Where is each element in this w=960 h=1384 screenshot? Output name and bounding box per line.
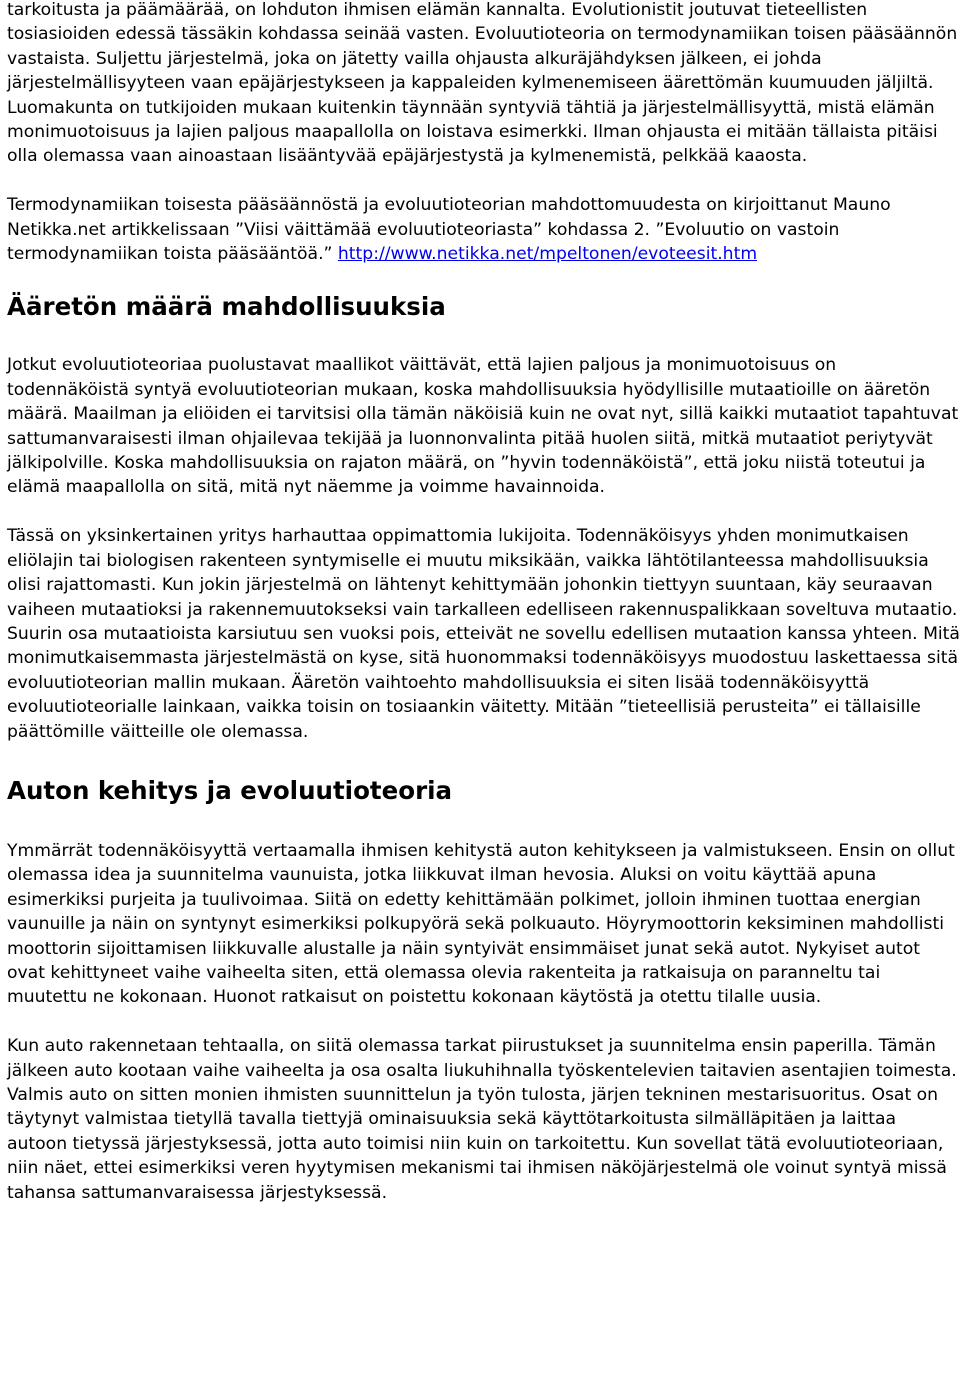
paragraph: Kun auto rakennetaan tehtaalla, on siitä olemassa tarkat piirustukset ja suunnitelma ensin paperilla. Tämän jälkeen auto kootaan vaihe vaiheelta ja osa osalta liukuhihnalla työskentelevien taitavien asentajien toimesta. Valmis auto on sitten monien ihmisten suunnittelun ja työn tulosta, järjen tekninen mestarisuoritus. Osat on täytynyt valmistaa tietyllä tavalla tiettyjä ominaisuuksia sekä käyttötarkoitusta silmälläpitäen ja laittaa autoon tietyssä järjestyksessä, jotta auto toimisi niin kuin on tarkoitettu. Kun sovellat tätä evoluutioteoriaan, niin näet, ettei esimerkiksi veren hyytymisen mekanismi tai ihmisen näköjärjestelmä ole voinut syntyä missä tahansa sattumanvaraisessa järjestyksessä. [7, 1036, 957, 1203]
reference-link[interactable]: http://www.netikka.net/mpeltonen/evoteesit.htm [337, 244, 758, 265]
paragraph: Tässä on yksinkertainen yritys harhauttaa oppimattomia lukijoita. Todennäköisyys yhden monimutkaisen eliölajin tai biologisen rakenteen syntymiselle ei muutu miksikään, vaikka lähtötilanteessa mahdollisuuksia olisi rajattomasti. Kun jokin järjestelmä on lähtenyt kehittymään johonkin tiettyyn suuntaan, käy seuraavan vaiheen mutaatioksi ja rakennemuutokseksi vain tarkalleen edelliseen rakennuspalikkaan soveltuva mutaatio. Suurin osa mutaatioista karsiutuu sen vuoksi pois, etteivät ne sovellu edellisen mutaation kanssa yhteen. Mitä monimutkaisemmasta järjestelmästä on kyse, sitä huonommaksi todennäköisyys muodostuu laskettaessa sitä evoluutioteorian mallin mukaan. Ääretön vaihtoehto mahdollisuuksia ei siten lisää todennäköisyyttä evoluutioteorialle lainkaan, vaikka toisin on tosiaankin väitetty. Mitään ”tieteellisiä perusteita” ei tällaisille päättömille väitteille ole olemassa. [7, 526, 960, 742]
paragraph: Jotkut evoluutioteoriaa puolustavat maallikot väittävät, että lajien paljous ja monimuotoisuus on todennäköistä syntyä evoluutioteorian mukaan, koska mahdollisuuksia hyödyllisille mutaatioille on ääretön määrä. Maailman ja eliöiden ei tarvitsisi olla tämän näköisiä kuin ne ovat nyt, sillä kaikki mutaatiot tapahtuvat sattumanvaraisesti ilman ohjailevaa tekijää ja luonnonvalinta pitää huolen siitä, mitkä mutaatiot periytyvät jälkipolville. Koska mahdollisuuksia on rajaton määrä, on ”hyvin todennäköistä”, että joku niistä toteutui ja elämä maapallolla on sitä, mitä nyt näemme ja voimme havainnoida. [7, 355, 959, 498]
paragraph-text: Termodynamiikan toisesta pääsäännöstä ja evoluutioteorian mahdottomuudesta on kirjoittanut Mauno Netikka.net artikkelissaan ”Viisi väittämää evoluutioteoriasta” kohdassa 2. ”Evoluutio on vastoin termodynamiikan toista pääsääntöä.” [7, 195, 891, 265]
section-heading: Ääretön määrä mahdollisuuksia [7, 292, 446, 322]
paragraph: Ymmärrät todennäköisyyttä vertaamalla ihmisen kehitystä auton kehitykseen ja valmistukseen. Ensin on ollut olemassa idea ja suunnitelma vaunuista, jotka liikkuvat ilman hevosia. Aluksi on voitu käyttää apuna esimerkiksi purjeita ja tuulivoimaa. Siitä on edetty kehittämään polkimet, jolloin ihminen tuottaa energian vaunuille ja näin on syntynyt esimerkiksi polkupyörä sekä polkuauto. Höyrymoottorin keksiminen mahdollisti moottorin sijoittamisen liikkuvalle alustalle ja näin syntyivät ensimmäiset junat sekä autot. Nykyiset autot ovat kehittyneet vaihe vaiheelta siten, että olemassa olevia rakenteita ja ratkaisuja on paranneltu tai muutettu ne kokonaan. Huonot ratkaisut on poistettu kokonaan käytöstä ja otettu tilalle uusia. [7, 840, 955, 1008]
document-body [7, 0, 960, 1205]
section-heading: Auton kehitys ja evoluutioteoria [7, 775, 453, 805]
paragraph-with-link [7, 193, 960, 266]
paragraph: tarkoitusta ja päämäärää, on lohduton ihmisen elämän kannalta. Evolutionistit joutuvat tieteellisten tosiasioiden edessä tässäkin kohdassa seinää vasten. Evoluutioteoria on termodynamiikan toisen pääsäännön vastaista. Suljettu järjestelmä, joka on jätetty vailla ohjausta alkuräjähdyksen jälkeen, ei johda järjestelmällisyyteen vaan epäjärjestykseen ja kappaleiden kylmenemiseen äärettömän kuumuuden jäljiltä. Luomakunta on tutkijoiden mukaan kuitenkin täynnään syntyviä tähtiä ja järjestelmällisyyttä, mistä elämän monimuotoisuus ja lajien paljous maapallolla on loistava esimerkki. Ilman ohjausta ei mitään tällaista pitäisi olla olemassa vaan ainoastaan lisääntyvää epäjärjestystä ja kylmenemistä, pelkkää kaaosta. [7, 0, 958, 167]
